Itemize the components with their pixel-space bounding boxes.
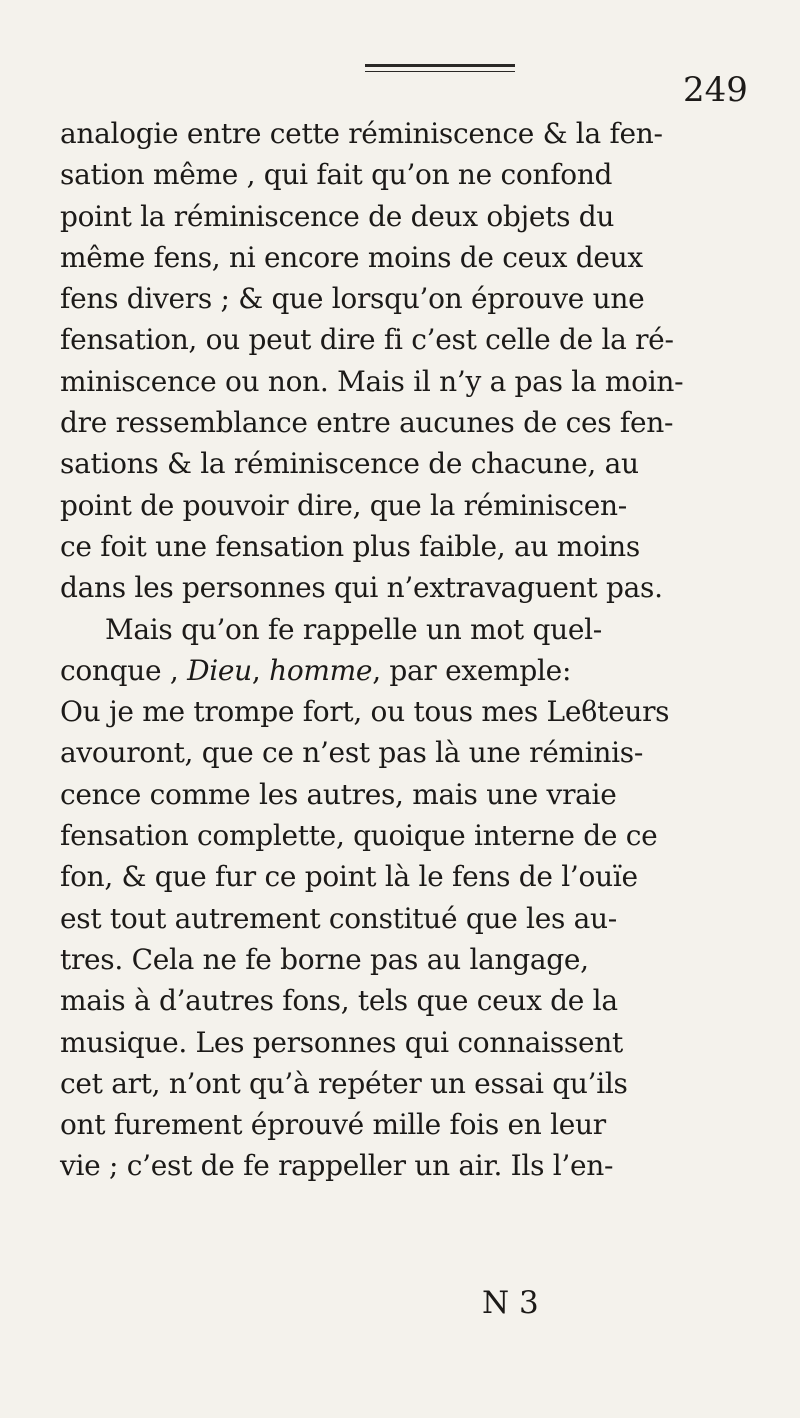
- text-line: fensation complette, quoique interne de ce: [60, 819, 658, 853]
- text-line: ce foit une fensation plus faible, au moins: [60, 529, 640, 563]
- text-line: sation même , qui fait qu’on ne confond: [60, 158, 613, 192]
- signature-mark: N 3: [482, 1285, 539, 1321]
- text-line-with-italics: [60, 650, 710, 691]
- text-line: dans les personnes qui n’extravaguent pas.: [60, 571, 663, 605]
- text-line: est tout autrement constitué que les au-: [60, 901, 617, 935]
- header-rule-thin: [365, 71, 515, 72]
- header-rule: [365, 64, 515, 67]
- text-line: ont furement éprouvé mille fois en leur: [60, 1108, 606, 1142]
- text-fragment: conque ,: [60, 653, 188, 687]
- text-line: cence comme les autres, mais une vraie: [60, 777, 617, 811]
- text-line: miniscence ou non. Mais il n’y a pas la moin-: [60, 364, 684, 398]
- text-line: cet art, n’ont qu’à repéter un essai qu’ils: [60, 1066, 628, 1100]
- paragraph-start-line: Mais qu’on fe rappelle un mot quel-: [105, 612, 602, 646]
- text-line: avouront, que ce n’est pas là une réminis-: [60, 736, 643, 770]
- text-line: mais à d’autres fons, tels que ceux de la: [60, 984, 618, 1018]
- text-line: point de pouvoir dire, que la réminiscen-: [60, 488, 627, 522]
- text-line: vie ; c’est de fe rappeller un air. Ils l’en-: [60, 1149, 614, 1183]
- italic-word-homme: homme: [269, 653, 373, 687]
- text-fragment: , par exemple:: [372, 653, 572, 687]
- text-fragment: ,: [251, 653, 270, 687]
- text-line: même fens, ni encore moins de ceux deux: [60, 240, 643, 274]
- text-line: fens divers ; & que lorsqu’on éprouve une: [60, 282, 645, 316]
- text-line: Ou je me trompe fort, ou tous mes Leϐteurs: [60, 695, 670, 729]
- text-line: musique. Les personnes qui connaissent: [60, 1025, 623, 1059]
- text-line: sations & la réminiscence de chacune, au: [60, 447, 639, 481]
- body-text: [60, 113, 710, 1187]
- text-line: analogie entre cette réminiscence & la fen-: [60, 117, 663, 150]
- italic-word-dieu: Dieu: [187, 653, 252, 687]
- text-line: fensation, ou peut dire fi c’est celle de la ré-: [60, 323, 674, 357]
- text-line: tres. Cela ne fe borne pas au langage,: [60, 942, 589, 976]
- text-line: point la réminiscence de deux objets du: [60, 199, 615, 233]
- page-number: 249: [683, 70, 748, 110]
- text-line: fon, & que fur ce point là le fens de l’ouïe: [60, 860, 638, 894]
- text-line: dre ressemblance entre aucunes de ces fen-: [60, 406, 674, 440]
